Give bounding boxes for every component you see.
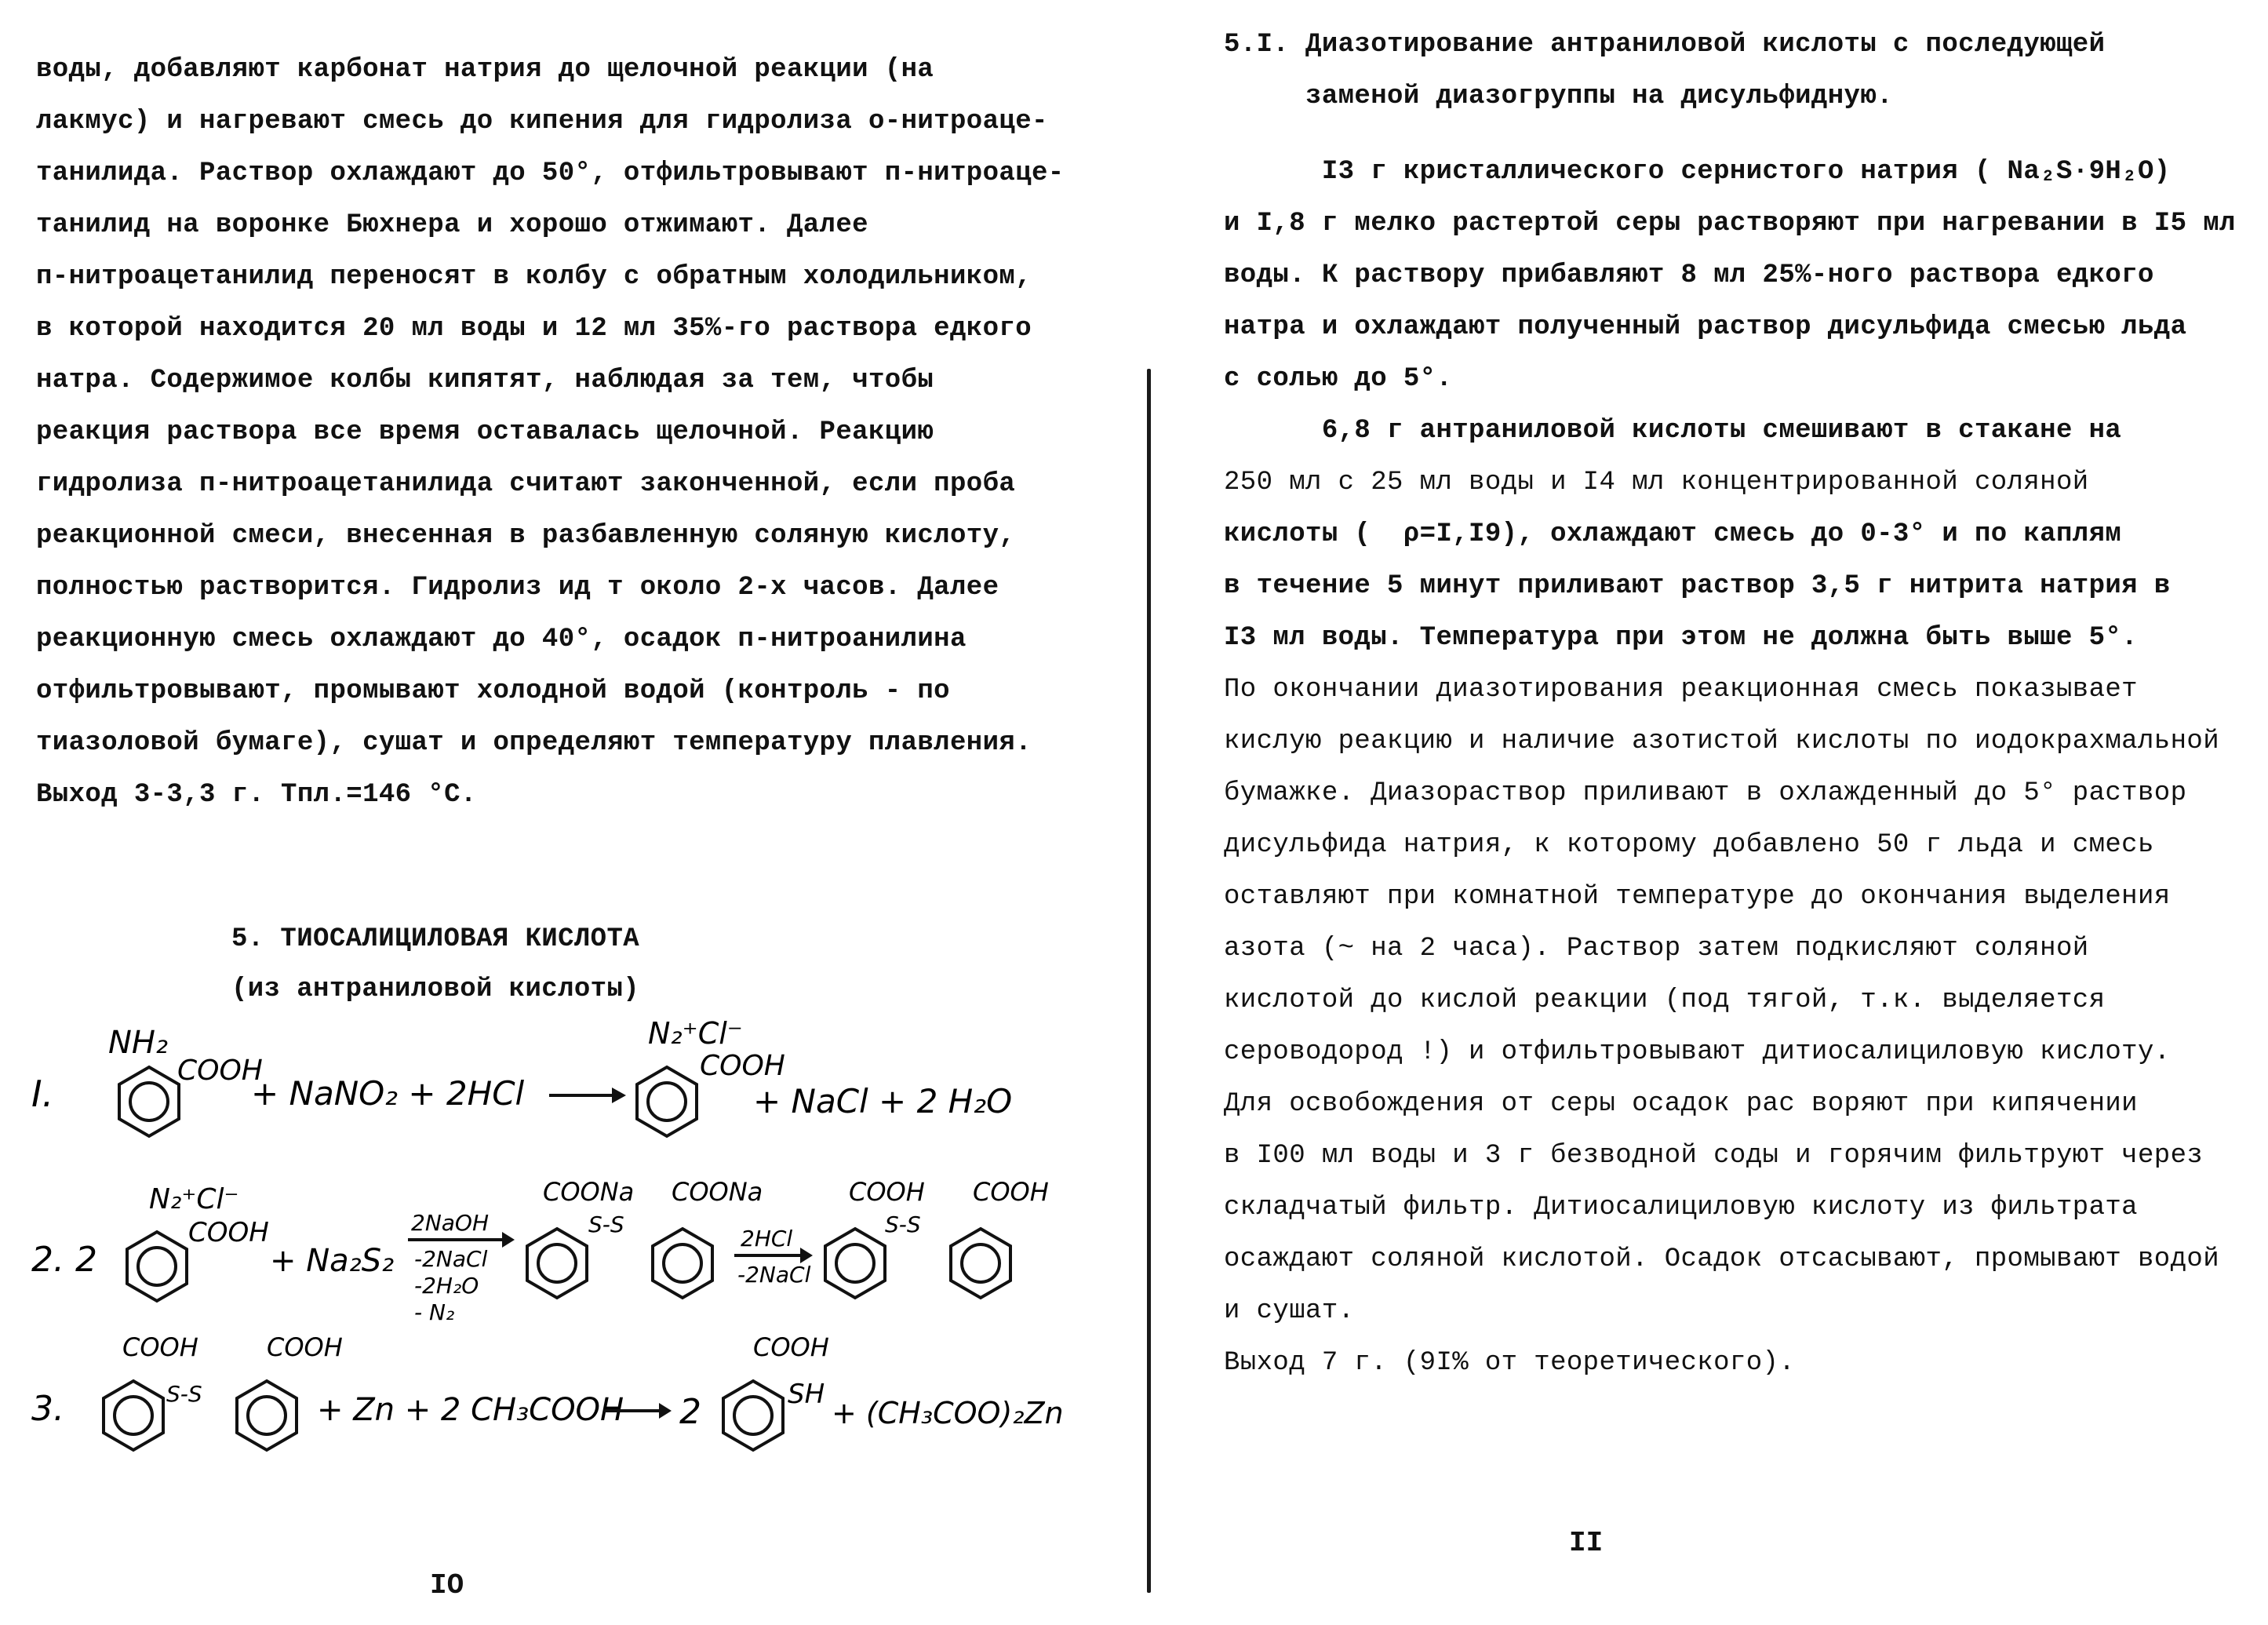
right-line: в I00 мл воды и 3 г безводной соды и горячим фильтруют через <box>1224 1141 2204 1171</box>
right-line: складчатый фильтр. Дитиосалициловую кислоту из фильтрата <box>1224 1193 2138 1222</box>
right-page-number: II <box>1569 1527 1604 1559</box>
left-line: отфильтровывают, промывают холодной водой (контроль - по <box>36 676 950 706</box>
benzene-ring-icon <box>653 1229 712 1298</box>
eq1-byproducts: + NaCl + 2 H₂O <box>753 1082 1013 1120</box>
left-line: п-нитроацетанилид переносят в колбу с обратным холодильником, <box>36 262 1032 292</box>
left-line: полностью растворится. Гидролиз ид т около 2-х часов. Далее <box>36 573 999 603</box>
eq3-prod-sub2: SH <box>788 1379 825 1410</box>
right-line: кислоты ( ρ=I,I9), охлаждают смесь до 0-3° и по каплям <box>1224 519 2122 549</box>
eq1-product-sub2: COOH <box>700 1050 785 1082</box>
left-line: тиазоловой бумаге), сушат и определяют температуру плавления. <box>36 728 1032 758</box>
right-body-text <box>1224 19 2236 1389</box>
eq2-arrow-bottom-1: -2NaCl <box>414 1246 488 1272</box>
eq3-reagents: + Zn + 2 CH₃COOH <box>317 1392 624 1428</box>
benzene-ring-icon <box>951 1229 1010 1298</box>
eq1-product-sub1: N₂⁺Cl⁻ <box>648 1016 743 1051</box>
eq1-reactant-sub2: COOH <box>177 1055 263 1087</box>
eq2-mid-bridge: S-S <box>588 1211 624 1237</box>
benzene-ring-icon <box>527 1229 587 1298</box>
eq2-label: 2. 2 <box>31 1240 97 1280</box>
right-line: воды. К раствору прибавляют 8 мл 25%-ного раствора едкого <box>1224 261 2154 290</box>
right-line: I3 г кристаллического сернистого натрия ( Na₂S·9H₂O) <box>1224 157 2171 187</box>
eq2-arrow-top: 2NaOH <box>411 1210 490 1236</box>
left-body-text <box>36 44 1065 821</box>
equation-2 <box>0 1153 1098 1338</box>
right-line: натра и охлаждают полученный раствор дисульфида смесью льда <box>1224 312 2187 342</box>
equation-1 <box>0 1012 1098 1173</box>
right-line: Для освобождения от серы осадок рас воряют при кипячении <box>1224 1089 2138 1119</box>
right-page <box>1145 0 2268 1625</box>
right-line: сероводород !) и отфильтровывают дитиосалициловую кислоту. <box>1224 1037 2171 1067</box>
eq2-prod-sub-b: COOH <box>973 1177 1049 1207</box>
equation-1-drawing <box>0 1012 1098 1169</box>
eq1-reactant-sub1: NH₂ <box>108 1025 169 1061</box>
eq3-byproduct: + (CH₃COO)₂Zn <box>832 1396 1064 1430</box>
right-line: Выход 7 г. (9I% от теоретического). <box>1224 1348 1796 1378</box>
left-line: воды, добавляют карбонат натрия до щелочной реакции (на <box>36 55 934 85</box>
left-line: в которой находится 20 мл воды и 12 мл 35%-го раствора едкого <box>36 314 1032 344</box>
right-line: оставляют при комнатной температуре до окончания выделения <box>1224 882 2171 912</box>
eq2-mid-sub-a: COONa <box>543 1177 635 1207</box>
right-line: дисульфида натрия, к которому добавлено 50 г льда и смесь <box>1224 830 2154 860</box>
right-heading-line: заменой диазогруппы на дисульфидную. <box>1224 82 1893 111</box>
arrow-icon <box>549 1088 626 1103</box>
equation-3-drawing <box>0 1326 1098 1483</box>
eq2-arrow2-top: 2HCl <box>741 1226 793 1252</box>
right-line: I3 мл воды. Температура при этом не должна быть выше 5°. <box>1224 623 2138 653</box>
eq3-coef: 2 <box>679 1392 701 1432</box>
benzene-ring-icon <box>723 1381 783 1450</box>
benzene-ring-icon <box>825 1229 885 1298</box>
eq3-prod-sub1: COOH <box>753 1332 829 1362</box>
equation-3 <box>0 1326 1098 1487</box>
eq2-arrow-bottom-2: -2H₂O <box>414 1273 479 1299</box>
equation-2-drawing <box>0 1153 1098 1334</box>
right-line: кислую реакцию и наличие азотистой кислоты по иодокрахмальной <box>1224 727 2220 756</box>
right-line: и сушат. <box>1224 1296 1355 1326</box>
section-title: 5. ТИОСАЛИЦИЛОВАЯ КИСЛОТА <box>231 924 640 954</box>
right-line: 250 мл с 25 мл воды и I4 мл концентрированной соляной <box>1224 468 2089 497</box>
eq2-mid-sub-b: COONa <box>672 1177 763 1207</box>
right-line: По окончании диазотирования реакционная смесь показывает <box>1224 675 2138 705</box>
right-line: азота (~ на 2 часа). Раствор затем подкисляют соляной <box>1224 934 2089 964</box>
left-line: гидролиза п-нитроацетанилида считают законченной, если проба <box>36 469 1016 499</box>
right-line: кислотой до кислой реакции (под тягой, т.к. выделяется <box>1224 986 2106 1015</box>
left-line: реакционную смесь охлаждают до 40°, осадок п-нитроанилина <box>36 625 967 654</box>
eq2-arrow2-bottom: -2NaCl <box>737 1262 811 1288</box>
eq1-label: I. <box>31 1073 54 1115</box>
benzene-ring-icon <box>104 1381 163 1450</box>
eq3-sub-a: COOH <box>122 1332 198 1362</box>
eq3-sub-b: COOH <box>267 1332 343 1362</box>
left-line: реакция раствора все время оставалась щелочной. Реакцию <box>36 417 934 447</box>
left-line: Выход 3-3,3 г. Тпл.=146 °С. <box>36 780 477 810</box>
right-line: осаждают соляной кислотой. Осадок отсасывают, промывают водой <box>1224 1244 2220 1274</box>
right-line: и I,8 г мелко растертой серы растворяют при нагревании в I5 мл <box>1224 209 2236 239</box>
eq2-reactant-sub1: N₂⁺Cl⁻ <box>149 1183 239 1215</box>
benzene-ring-icon <box>127 1232 187 1301</box>
right-line: в течение 5 минут приливают раствор 3,5 г нитрита натрия в <box>1224 571 2171 601</box>
benzene-ring-icon <box>237 1381 297 1450</box>
left-line: танилид на воронке Бюхнера и хорошо отжимают. Далее <box>36 210 868 240</box>
left-page <box>0 0 1130 1625</box>
left-line: лакмус) и нагревают смесь до кипения для гидролиза о-нитроаце- <box>36 107 1048 137</box>
left-line: танилида. Раствор охлаждают до 50°, отфильтровывают п-нитроаце- <box>36 158 1065 188</box>
right-line: бумажке. Диазораствор приливают в охлажденный до 5° раствор <box>1224 778 2187 808</box>
eq2-reactant-sub2: COOH <box>188 1217 269 1248</box>
eq3-label: 3. <box>31 1389 64 1429</box>
left-page-number: IO <box>430 1569 464 1601</box>
benzene-ring-icon <box>637 1067 697 1136</box>
left-line: натра. Содержимое колбы кипятят, наблюдая за тем, чтобы <box>36 366 934 395</box>
eq1-reagents: + NaNO₂ + 2HCl <box>251 1074 525 1113</box>
eq2-prod-bridge: S-S <box>885 1211 921 1237</box>
right-heading-line: 5.I. Диазотирование антраниловой кислоты с последующей <box>1224 30 2106 60</box>
left-line: реакционной смеси, внесенная в разбавленную соляную кислоту, <box>36 521 1016 551</box>
eq3-bridge: S-S <box>166 1381 202 1407</box>
section-heading <box>231 914 639 1015</box>
eq2-arrow-bottom-3: - N₂ <box>414 1299 455 1325</box>
eq2-prod-sub-a: COOH <box>849 1177 925 1207</box>
right-line: с солью до 5°. <box>1224 364 1453 394</box>
benzene-ring-icon <box>119 1067 179 1136</box>
right-line: 6,8 г антраниловой кислоты смешивают в стакане на <box>1224 416 2122 446</box>
eq2-reagent: + Na₂S₂ <box>270 1243 395 1279</box>
section-subtitle: (из антраниловой кислоты) <box>231 975 640 1004</box>
